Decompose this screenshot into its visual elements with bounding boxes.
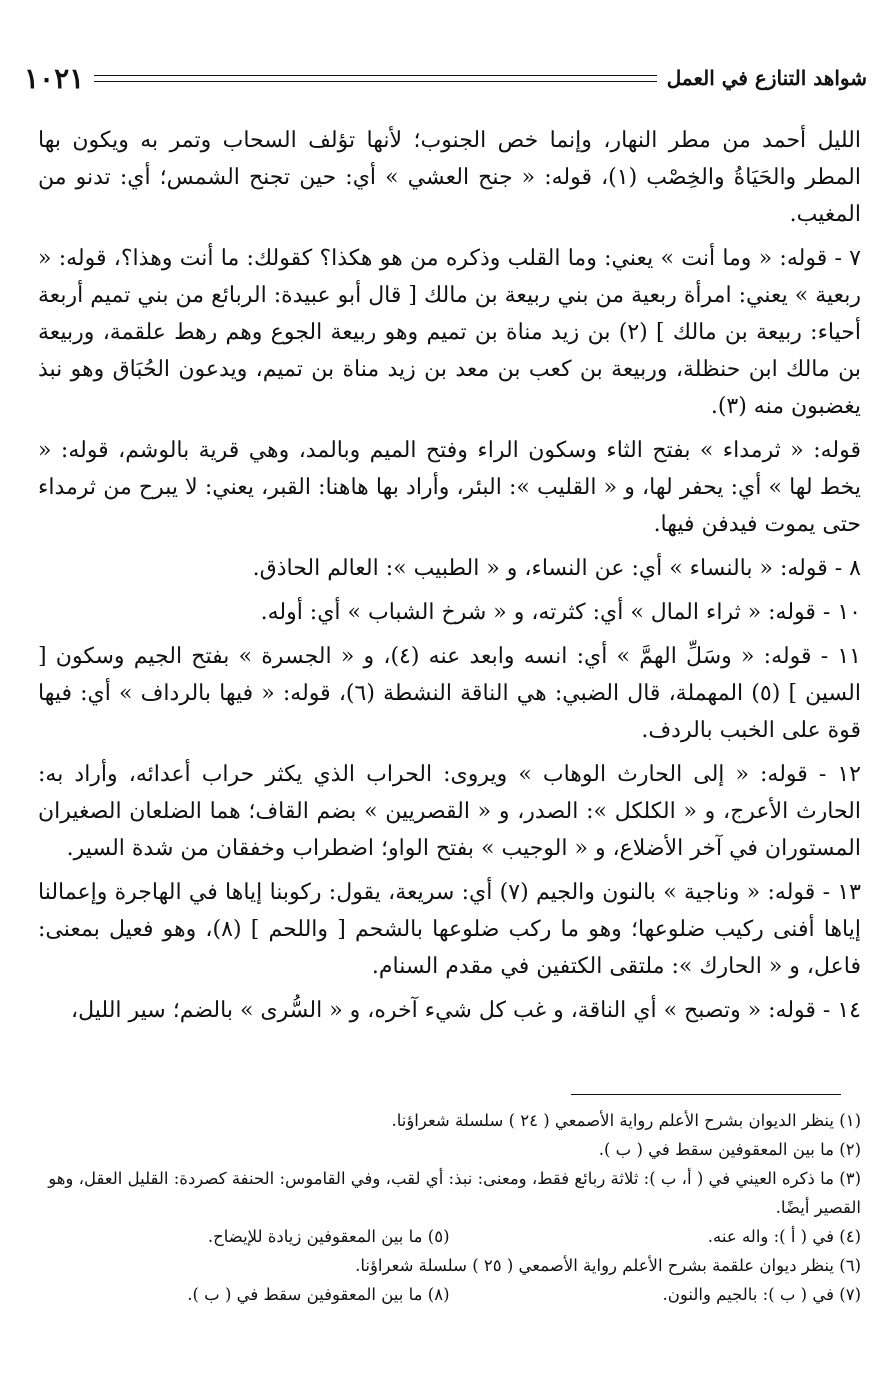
header-rule — [94, 75, 657, 82]
running-title: شواهد التنازع في العمل — [666, 66, 867, 90]
paragraph: ١١ - قوله: « وسَلِّ الهمَّ » أي: انسه وابعد عنه (٤)، و « الجسرة » بفتح الجيم وسكون [ السين ] (٥) المهملة، قال الضبي: هي الناقة النشطة (٦)، قوله: « فيها بالرداف » أي: فيها قوة على الخبب بالردف. — [38, 644, 861, 743]
footnote: (٨) ما بين المعقوفين سقط في ( ب ). — [187, 1285, 450, 1304]
footnote-separator — [571, 1094, 841, 1095]
footnote: (٥) ما بين المعقوفين زيادة للإيضاح. — [207, 1227, 450, 1246]
paragraph: ١٠ - قوله: « ثراء المال » أي: كثرته، و « شرخ الشباب » أي: أوله. — [260, 600, 861, 625]
footnote: (٤) في ( أ ): واله عنه. — [707, 1227, 861, 1246]
paragraph: ١٣ - قوله: « وناجية » بالنون والجيم (٧) أي: سريعة، يقول: ركوبنا إياها في الهاجرة وإعمالنا إياها أفنى ركيب ضلوعها؛ وهو ما ركب ضلوعها بالشحم [ واللحم ] (٨)، وهو فعيل بمعنى: فاعل، و « الحارك »: ملتقى الكتفين في مقدم السنام. — [38, 880, 862, 979]
paragraph: الليل أحمد من مطر النهار، وإنما خص الجنوب؛ لأنها تؤلف السحاب وتمر به ويكون بها المطر والحَيَاةُ والخِصْب (١)، قوله: « جنح العشي » أي: حين تجنح الشمس؛ أي: تدنو من المغيب. — [38, 128, 861, 227]
paragraph: قوله: « ثرمداء » بفتح الثاء وسكون الراء وفتح الميم وبالمد، وهي قرية بالوشم، قوله: « يخط لها » أي: يحفر لها، و « القليب »: البئر، وأراد بها هاهنا: القبر، يعني: لا يبرح من ثرمداء حتى يموت فيدفن فيها. — [38, 438, 861, 537]
footnote: (٣) ما ذكره العيني في ( أ، ب ): ثلاثة ربائع فقط، ومعنى: نبذ: أي لقب، وفي القاموس: الحنفة كصردة: القليل العقل، وهو القصير أيضًا. — [48, 1169, 861, 1217]
footnote: (١) ينظر الديوان بشرح الأعلم رواية الأصمعي ( ٢٤ ) سلسلة شعراؤنا. — [391, 1111, 861, 1130]
footnote: (٢) ما بين المعقوفين سقط في ( ب ). — [598, 1140, 861, 1159]
footnotes — [38, 1106, 861, 1309]
page-header — [24, 58, 867, 98]
footnote-row — [38, 1222, 861, 1251]
footnote-row — [38, 1280, 861, 1309]
footnote: (٦) ينظر ديوان علقمة بشرح الأعلم رواية الأصمعي ( ٢٥ ) سلسلة شعراؤنا. — [355, 1256, 861, 1275]
paragraph: ١٤ - قوله: « وتصبح » أي الناقة، و غب كل شيء آخره، و « السُّرى » بالضم؛ سير الليل، — [71, 998, 861, 1023]
paragraph: ٧ - قوله: « وما أنت » يعني: وما القلب وذكره من هو هكذا؟ كقولك: ما أنت وهذا؟، قوله: « ربعية » يعني: امرأة ربعية من بني ربيعة بن مالك [ قال أبو عبيدة: الربائع من بني تميم أربعة أحياء: ربيعة بن مالك ] (٢) بن زيد مناة بن تميم وهو ربيعة الجوع وهم رهط علقمة، وربيعة بن مالك ابن حنظلة، وربيعة بن كعب بن معد بن زيد مناة بن تميم، ويدعون الحُبَاق وهو نبذ يغضبون منه (٣). — [38, 246, 862, 419]
paragraph: ٨ - قوله: « بالنساء » أي: عن النساء، و « الطبيب »: العالم الحاذق. — [252, 556, 861, 581]
main-text — [38, 122, 861, 1036]
footnote: (٧) في ( ب ): بالجيم والنون. — [662, 1285, 861, 1304]
paragraph: ١٢ - قوله: « إلى الحارث الوهاب » ويروى: الحراب الذي يكثر حراب أعدائه، وأراد به: الحارث الأعرج، و « الكلكل »: الصدر، و « القصريين » بضم القاف؛ هما الضلعان الصغيران المستوران في آخر الأضلاع، و « الوجيب » بفتح الواو؛ اضطراب وخفقان من شدة السير. — [38, 762, 861, 861]
page-number: ١٠٢١ — [24, 61, 85, 95]
